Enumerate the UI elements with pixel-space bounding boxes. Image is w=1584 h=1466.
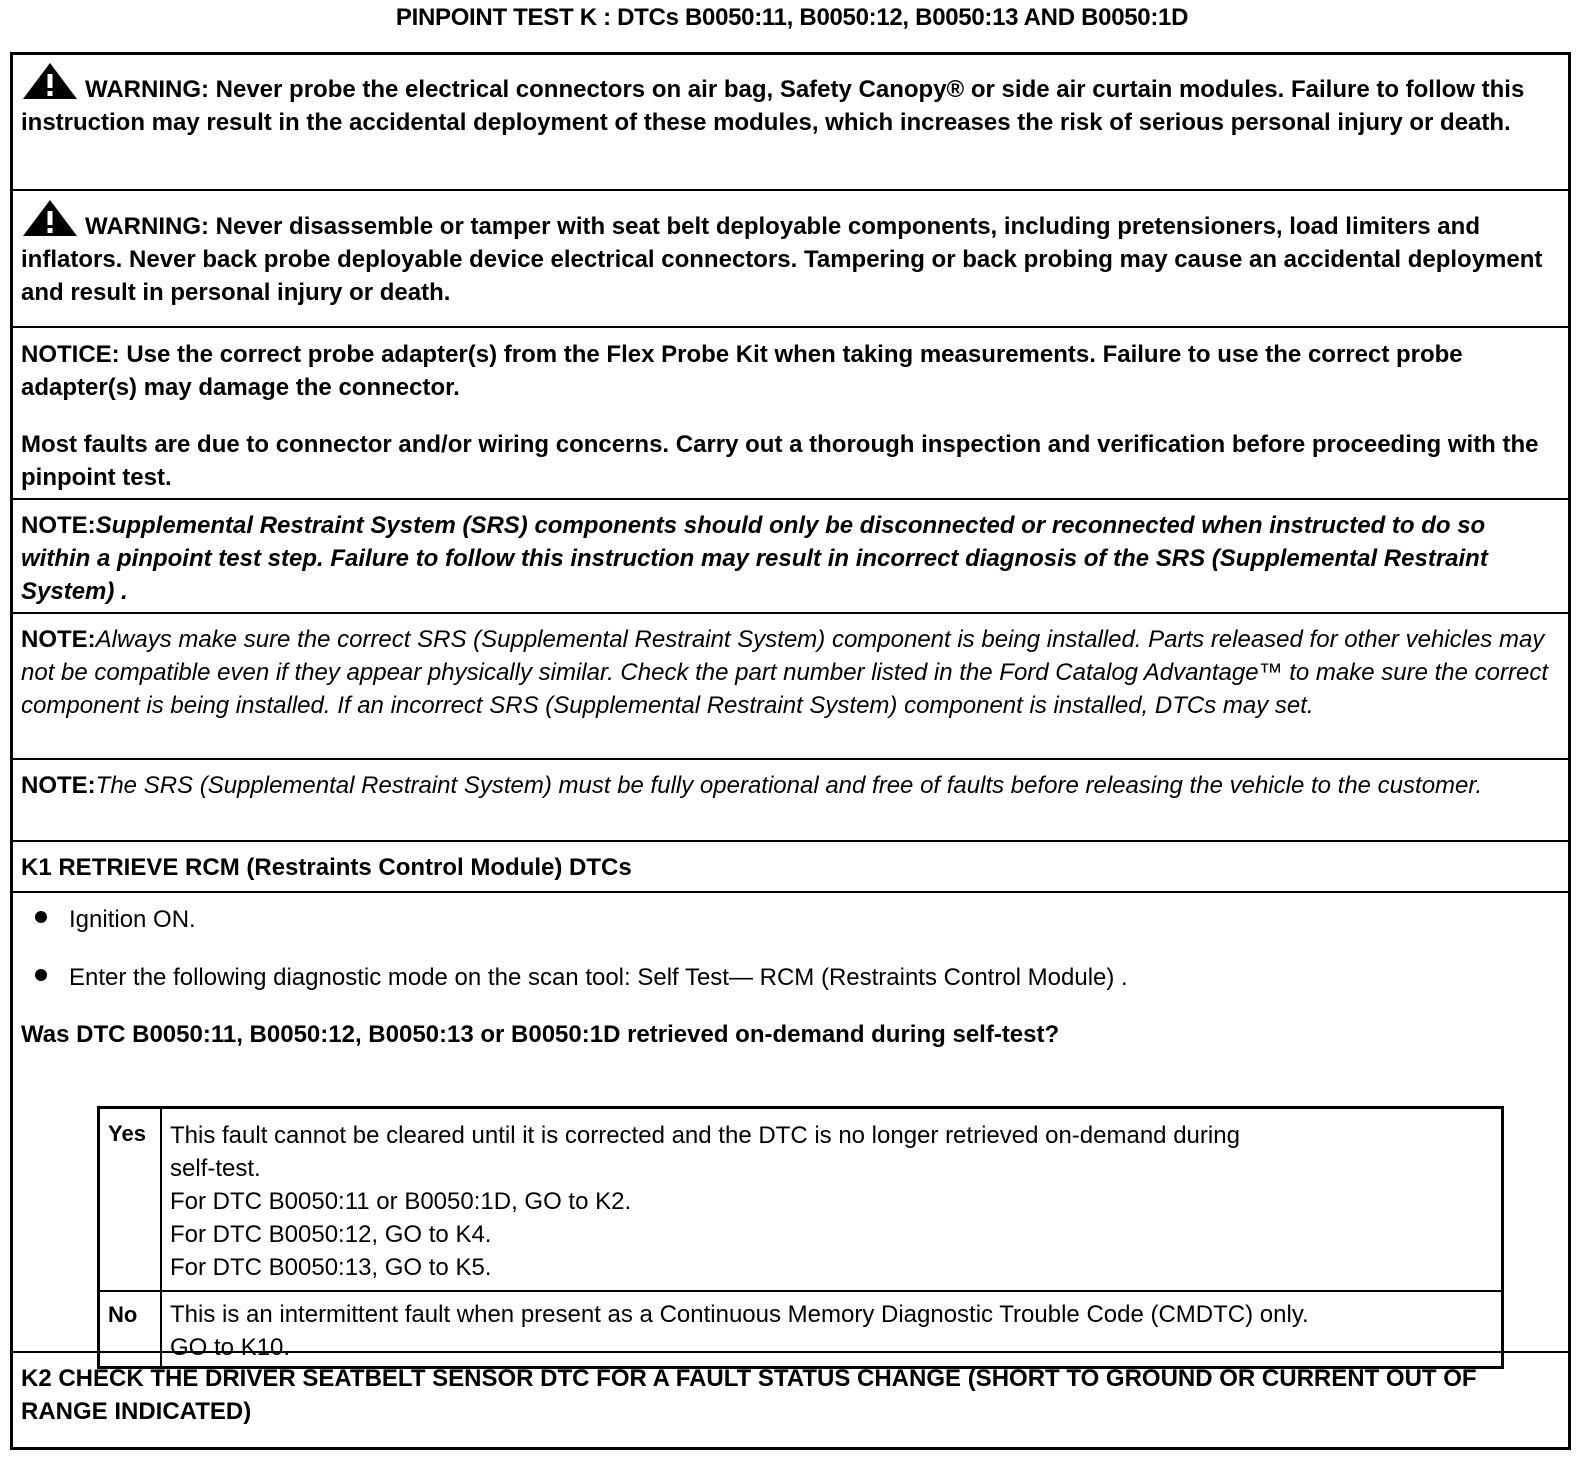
step-text: Ignition ON.: [69, 906, 196, 933]
k1-question: Was DTC B0050:11, B0050:12, B0050:13 or B0050:1D retrieved on-demand during self-test?: [21, 1021, 1060, 1048]
no-label: No: [108, 1302, 138, 1327]
warning-1-text: Never probe the electrical connectors on air bag, Safety Canopy® or side air curtain modules. Failure to follow this instruction may result in the accidental deployment of these modules, which increases the risk of serious personal injury or death.: [21, 76, 1525, 136]
warning-1: [13, 61, 1568, 139]
note-3-text: The SRS (Supplemental Restraint System) must be fully operational and free of faults before releasing the vehicle to the customer.: [95, 772, 1483, 799]
bullet-icon: [35, 911, 47, 923]
yes-line: For DTC B0050:11 or B0050:1D, GO to K2.: [170, 1188, 632, 1215]
yes-line: For DTC B0050:12, GO to K4.: [170, 1221, 492, 1248]
divider: [13, 612, 1568, 614]
list-item: [35, 903, 196, 936]
divider: [13, 1351, 1568, 1353]
note-3-label: NOTE:: [21, 772, 96, 799]
yes-line: This fault cannot be cleared until it is corrected and the DTC is no longer retrieved on-demand during: [170, 1122, 1240, 1149]
warning-2-label: WARNING:: [85, 213, 209, 240]
no-cell: [170, 1298, 1481, 1364]
note-2: [13, 623, 1568, 722]
list-item: [35, 961, 1128, 994]
note-1-text: Supplemental Restraint System (SRS) components should only be disconnected or reconnected when instructed to do so within a pinpoint test step. Failure to follow this instruction may result in incorrect diagnosis of the SRS (Supplemental Restraint System) .: [21, 512, 1488, 605]
page-title: PINPOINT TEST K : DTCs B0050:11, B0050:12, B0050:13 AND B0050:1D: [395, 4, 1189, 31]
faults-text: Most faults are due to connector and/or wiring concerns. Carry out a thorough inspection and verification before proceeding with the pinpoint test.: [21, 431, 1539, 491]
procedure-frame: [10, 52, 1571, 1450]
k2-heading: K2 CHECK THE DRIVER SEATBELT SENSOR DTC FOR A FAULT STATUS CHANGE (SHORT TO GROUND OR CURRENT OUT OF RANGE INDICATED): [21, 1365, 1477, 1425]
no-line: This is an intermittent fault when present as a Continuous Memory Diagnostic Trouble Code (CMDTC) only.: [170, 1301, 1309, 1328]
note-3: [13, 769, 1568, 802]
note-2-label: NOTE:: [21, 626, 96, 653]
note-2-text: Always make sure the correct SRS (Supplemental Restraint System) component is being installed. Parts released for other vehicles may not be compatible even if they appear physically similar. Check the part number listed in the Ford Catalog Advantage™ to make sure the correct component is being installed. If an incorrect SRS (Supplemental Restraint System) component is installed, DTCs may set.: [21, 626, 1548, 719]
warning-1-label: WARNING:: [85, 76, 209, 103]
divider: [13, 758, 1568, 760]
divider: [13, 498, 1568, 500]
yes-line: self-test.: [170, 1155, 261, 1182]
warning-triangle-icon: [21, 198, 79, 238]
warning-triangle-icon: [21, 61, 79, 101]
table-divider: [160, 1109, 162, 1366]
no-line: GO to K10.: [170, 1334, 291, 1361]
k1-heading: K1 RETRIEVE RCM (Restraints Control Module) DTCs: [21, 854, 632, 881]
divider: [13, 326, 1568, 328]
note-1-label: NOTE:: [21, 512, 96, 539]
step-text: Enter the following diagnostic mode on the scan tool: Self Test— RCM (Restraints Control Module) .: [69, 964, 1128, 991]
warning-2-text: Never disassemble or tamper with seat belt deployable components, including pretensioners, load limiters and inflators. Never back probe deployable device electrical connectors. Tampering or back probing may cause an accidental deployment and result in personal injury or death.: [21, 213, 1543, 306]
yes-no-table: [97, 1106, 1504, 1369]
yes-line: For DTC B0050:13, GO to K5.: [170, 1254, 492, 1281]
divider: [13, 189, 1568, 191]
divider: [13, 891, 1568, 893]
note-1: [13, 509, 1568, 608]
warning-2: [13, 198, 1568, 309]
yes-label: Yes: [108, 1121, 146, 1146]
divider: [13, 840, 1568, 842]
table-divider: [100, 1290, 1501, 1292]
bullet-icon: [35, 969, 47, 981]
notice-text: NOTICE: Use the correct probe adapter(s) from the Flex Probe Kit when taking measurements. Failure to use the correct probe adapter(s) may damage the connector.: [21, 341, 1463, 401]
yes-cell: [170, 1119, 1481, 1284]
